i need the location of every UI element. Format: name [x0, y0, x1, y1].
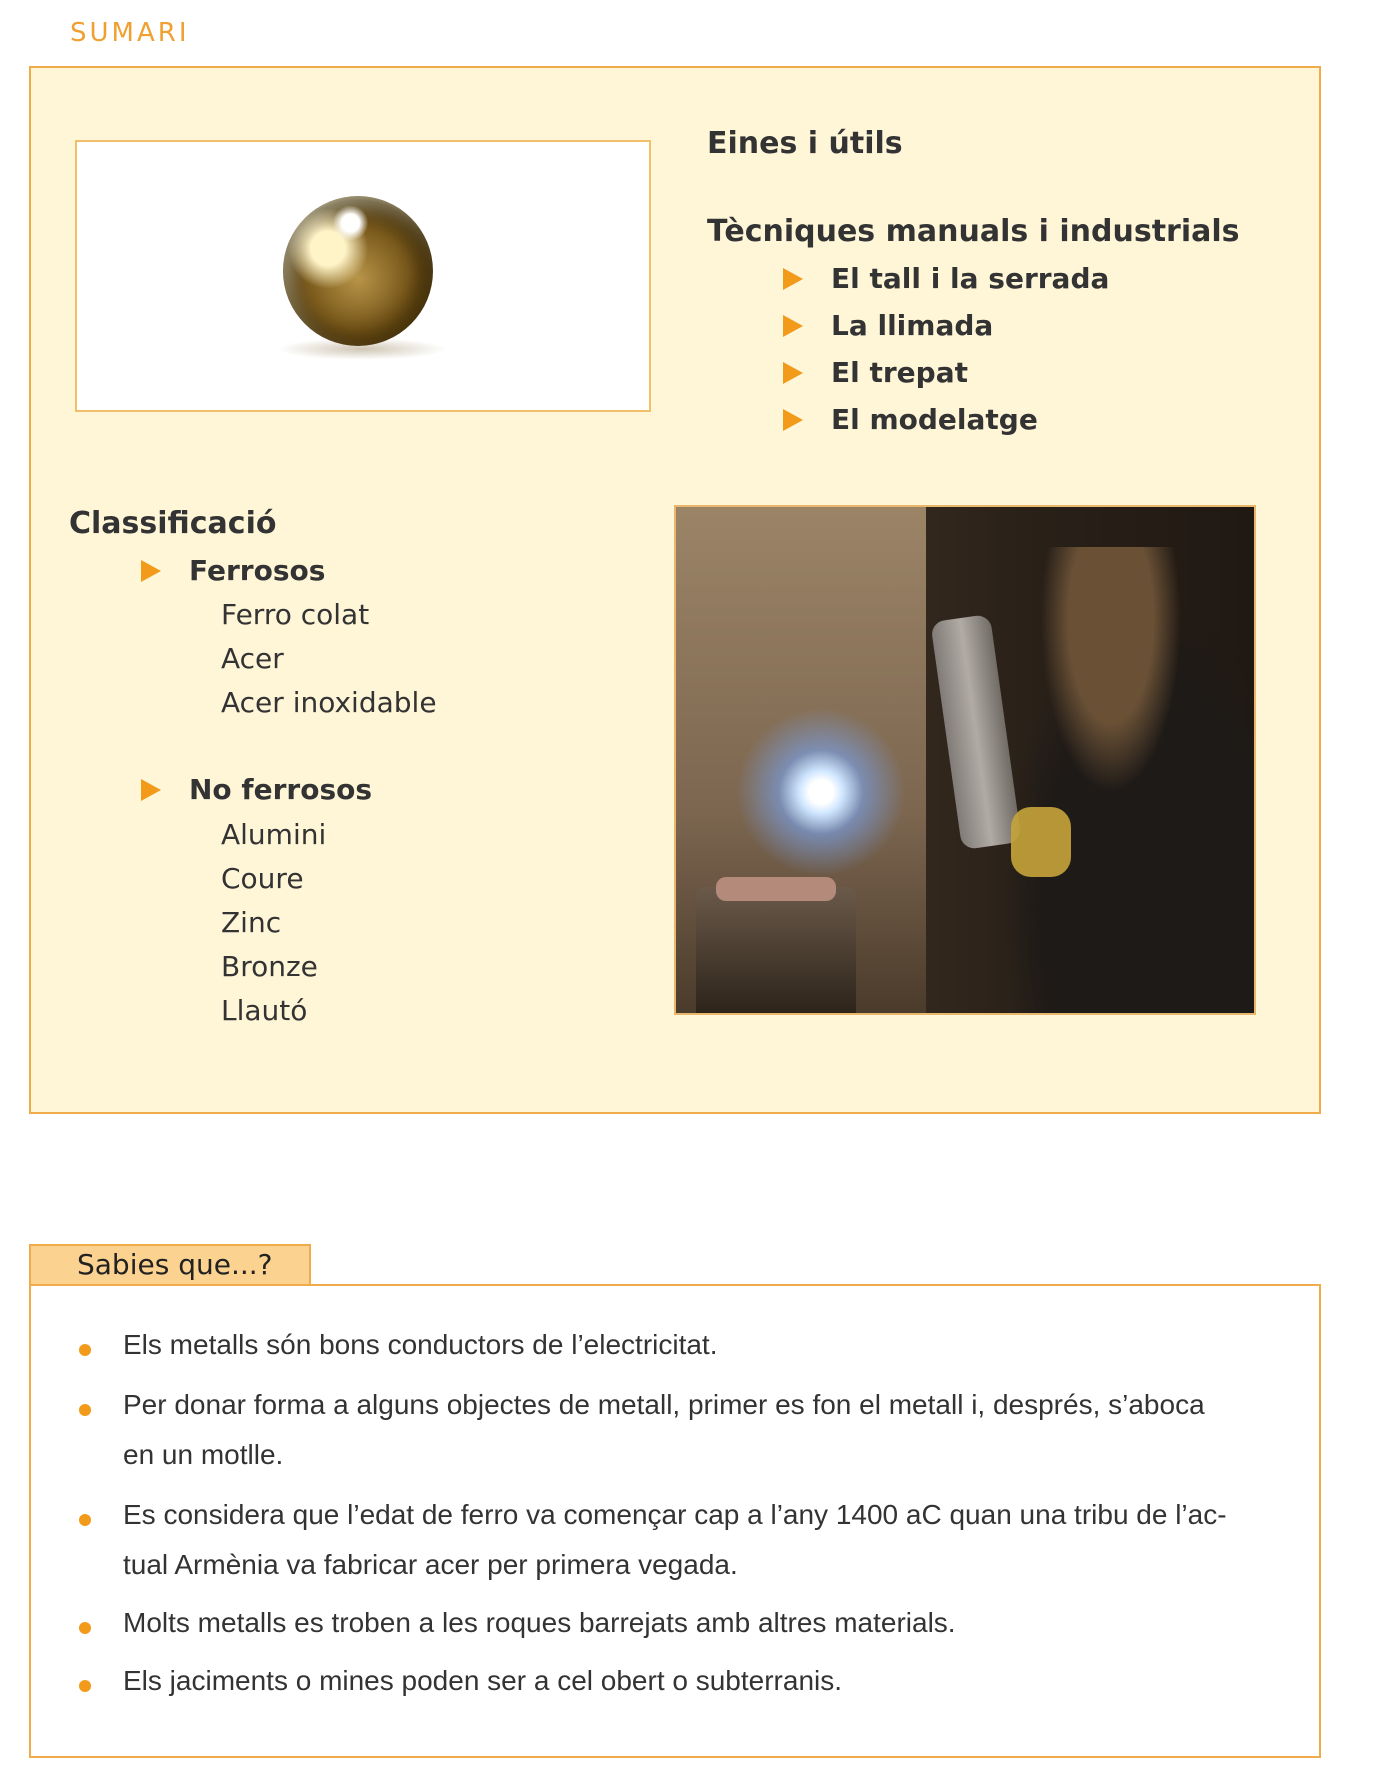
bullet-dot-icon [79, 1622, 91, 1634]
list-item: Bronze [221, 950, 318, 983]
list-item: Coure [221, 862, 304, 895]
list-item: Acer inoxidable [221, 686, 437, 719]
bullet-dot-icon [79, 1680, 91, 1692]
group-ferrosos: Ferrosos [141, 554, 325, 587]
list-item: Llautó [221, 994, 308, 1027]
sabies-box [29, 1284, 1321, 1758]
technique-item: El tall i la serrada [783, 262, 1109, 295]
triangle-bullet-icon [141, 560, 161, 582]
technique-item: El modelatge [783, 403, 1038, 436]
triangle-bullet-icon [783, 409, 803, 431]
triangle-bullet-icon [783, 315, 803, 337]
fact-item: Es considera que l’edat de ferro va començar cap a l’any 1400 aC quan una tribu de l’ac- tual Armènia va fabricar acer per primera vegada. [123, 1499, 1227, 1580]
bullet-dot-icon [79, 1514, 91, 1526]
page-title: SUMARI [70, 18, 190, 48]
technique-item: La llimada [783, 309, 993, 342]
fact-item: Els jaciments o mines poden ser a cel obert o subterranis. [123, 1665, 843, 1696]
fact-item: Per donar forma a alguns objectes de metall, primer es fon el metall i, després, s’aboca en un motlle. [123, 1389, 1205, 1470]
techniques-heading: Tècniques manuals i industrials [707, 214, 1240, 249]
sabies-tab: Sabies que...? [29, 1244, 311, 1286]
list-item: Zinc [221, 906, 282, 939]
tools-heading: Eines i útils [707, 126, 903, 161]
welding-photo [674, 505, 1256, 1015]
triangle-bullet-icon [783, 362, 803, 384]
triangle-bullet-icon [783, 268, 803, 290]
bullet-dot-icon [79, 1344, 91, 1356]
fact-item: Molts metalls es troben a les roques barrejats amb altres materials. [123, 1607, 956, 1638]
group-no-ferrosos: No ferrosos [141, 773, 372, 806]
triangle-bullet-icon [141, 779, 161, 801]
technique-item: El trepat [783, 356, 968, 389]
metal-ball [283, 196, 433, 346]
classification-heading: Classificació [69, 506, 277, 541]
list-item: Alumini [221, 818, 327, 851]
metal-ball-photo [75, 140, 651, 412]
fact-item: Els metalls són bons conductors de l’electricitat. [123, 1329, 718, 1360]
list-item: Acer [221, 642, 284, 675]
bullet-dot-icon [79, 1404, 91, 1416]
list-item: Ferro colat [221, 598, 370, 631]
